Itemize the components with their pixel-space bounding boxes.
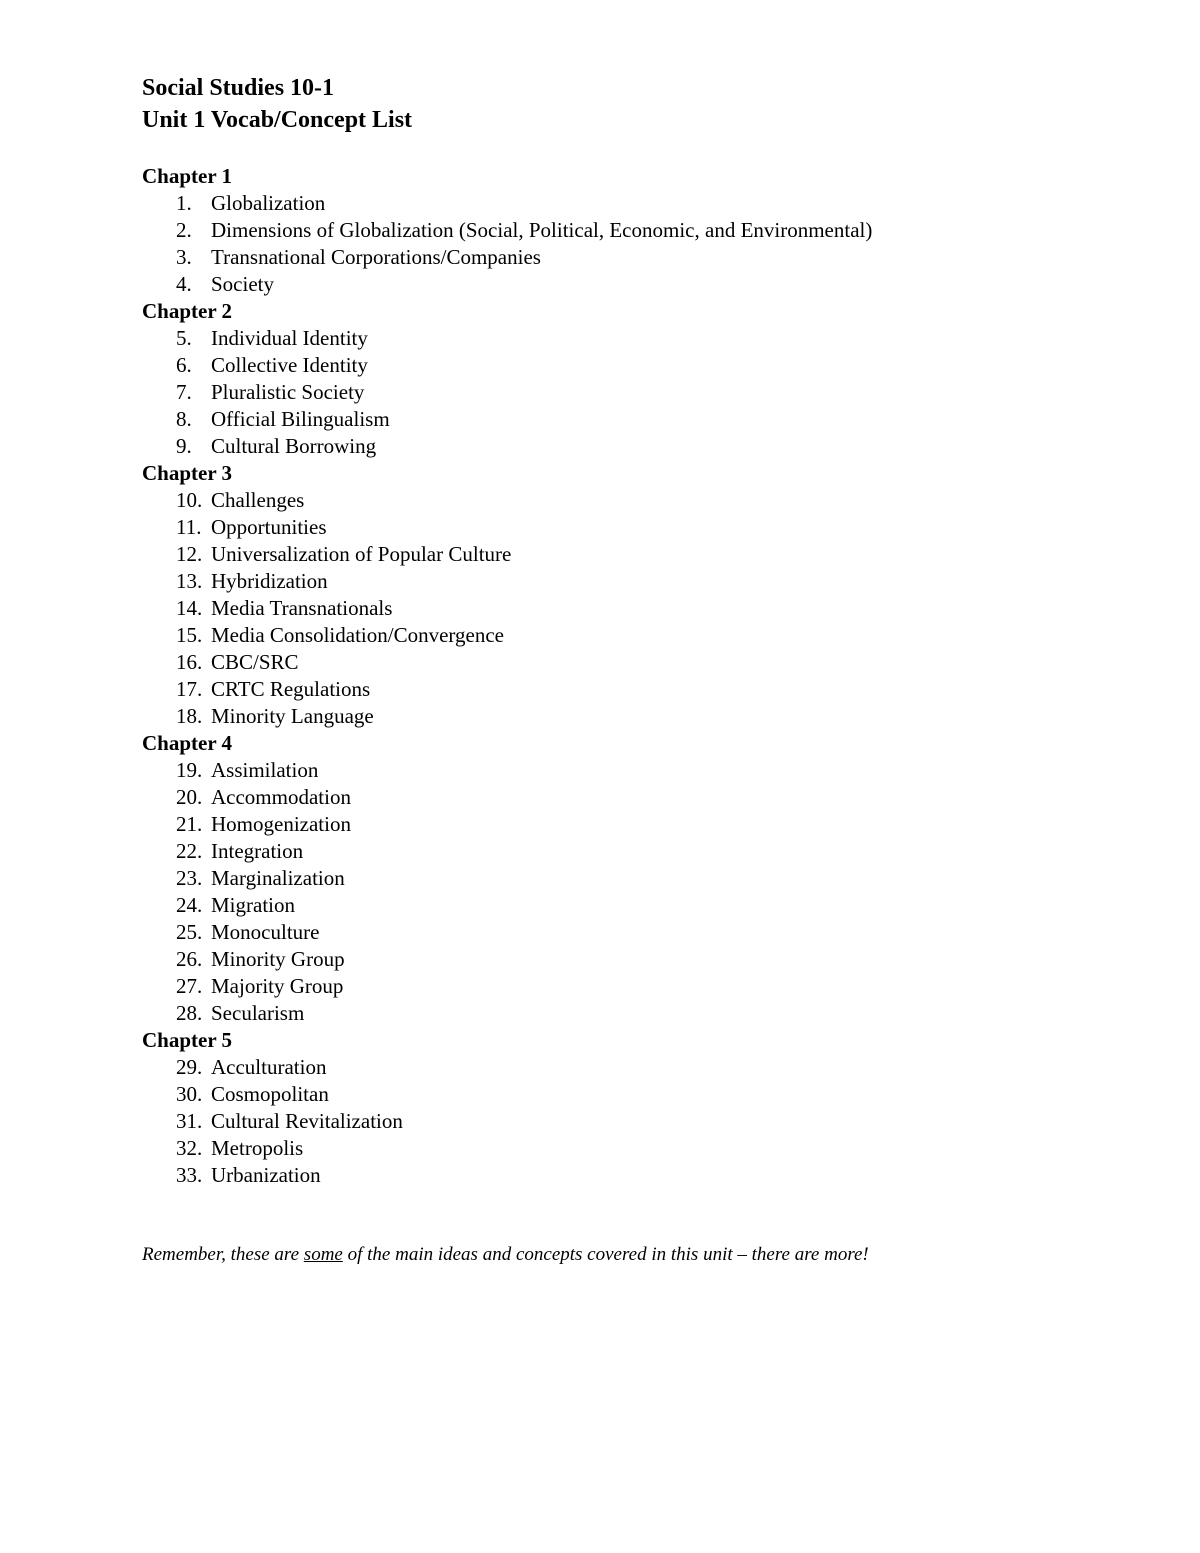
list-item-text: CRTC Regulations [211,677,371,701]
list-item [142,622,1142,649]
footer-note [142,1242,869,1268]
list-item-number: 5. [176,326,192,350]
list-item-number: 22. [176,839,203,863]
list-item [142,892,1142,919]
list-item [142,973,1142,1000]
list-item [142,1054,1142,1081]
list-item-number: 16. [176,650,203,674]
list-item-text: Dimensions of Globalization (Social, Political, Economic, and Environmental) [211,218,873,242]
list-item [142,190,1142,217]
list-item-number: 19. [176,758,203,782]
list-item-text: Challenges [211,488,305,512]
list-item [142,865,1142,892]
list-item-text: Cultural Borrowing [211,434,377,458]
footer-note-start: Remember, these are [142,1244,304,1265]
list-item [142,1000,1142,1027]
list-item [142,244,1142,271]
list-item [142,595,1142,622]
chapter-heading: Chapter 4 [142,731,233,755]
list-item-text: Minority Group [211,947,345,971]
chapter-section [142,1027,1142,1189]
list-item-number: 10. [176,488,203,512]
list-item [142,703,1142,730]
list-item [142,487,1142,514]
list-item-text: Transnational Corporations/Companies [211,245,541,269]
list-item [142,325,1142,352]
list-item [142,271,1142,298]
list-item-text: Individual Identity [211,326,368,350]
list-item-text: Universalization of Popular Culture [211,542,512,566]
chapter-heading: Chapter 1 [142,164,233,188]
list-item-text: Marginalization [211,866,345,890]
chapter-heading: Chapter 2 [142,299,233,323]
list-item-text: Majority Group [211,974,344,998]
chapter-section [142,298,1142,460]
list-item [142,514,1142,541]
list-item-text: Accommodation [211,785,351,809]
list-item [142,406,1142,433]
list-item [142,568,1142,595]
list-item [142,379,1142,406]
list-item-text: CBC/SRC [211,650,299,674]
list-item-text: Assimilation [211,758,319,782]
list-item-number: 17. [176,677,203,701]
list-item-text: Cultural Revitalization [211,1109,403,1133]
list-item [142,1081,1142,1108]
list-item-number: 25. [176,920,203,944]
list-item-number: 9. [176,434,192,458]
list-item-number: 3. [176,245,192,269]
list-item [142,433,1142,460]
chapter-section [142,730,1142,1027]
list-item [142,1108,1142,1135]
chapter-list [142,163,1142,1189]
list-item [142,1162,1142,1189]
list-item [142,352,1142,379]
footer-note-emphasis: some [303,1244,343,1265]
list-item-text: Opportunities [211,515,327,539]
list-item [142,811,1142,838]
list-item-number: 29. [176,1055,203,1079]
list-item-number: 24. [176,893,203,917]
list-item [142,757,1142,784]
list-item-text: Media Consolidation/Convergence [211,623,504,647]
list-item-text: Media Transnationals [211,596,393,620]
course-title: Social Studies 10-1 [142,75,335,101]
list-item [142,838,1142,865]
chapter-section [142,163,1142,298]
list-item-text: Globalization [211,191,326,215]
list-item-number: 26. [176,947,203,971]
chapter-heading: Chapter 5 [142,1028,233,1052]
list-item-text: Acculturation [211,1055,327,1079]
list-item-text: Hybridization [211,569,328,593]
list-item-text: Integration [211,839,304,863]
list-item-number: 7. [176,380,192,404]
list-title: Unit 1 Vocab/Concept List [142,107,413,133]
list-item-number: 27. [176,974,203,998]
list-item-text: Society [211,272,274,296]
list-item-number: 1. [176,191,192,215]
footer-note-end: of the main ideas and concepts covered in this unit – there are more! [342,1244,869,1265]
list-item-number: 20. [176,785,203,809]
list-item-number: 11. [176,515,202,539]
list-item-number: 4. [176,272,192,296]
list-item-number: 2. [176,218,192,242]
list-item [142,919,1142,946]
list-item-number: 32. [176,1136,203,1160]
list-item-text: Urbanization [211,1163,321,1187]
list-item-number: 13. [176,569,203,593]
list-item-text: Cosmopolitan [211,1082,329,1106]
chapter-heading: Chapter 3 [142,461,233,485]
list-item-number: 14. [176,596,203,620]
list-item-number: 8. [176,407,192,431]
list-item-number: 12. [176,542,203,566]
list-item [142,217,1142,244]
list-item-number: 30. [176,1082,203,1106]
list-item-text: Migration [211,893,295,917]
list-item-text: Official Bilingualism [211,407,390,431]
chapter-section [142,460,1142,730]
list-item [142,946,1142,973]
list-item-text: Monoculture [211,920,320,944]
list-item-number: 18. [176,704,203,728]
list-item-text: Pluralistic Society [211,380,365,404]
document-title-block [142,72,412,136]
list-item [142,676,1142,703]
list-item-number: 23. [176,866,203,890]
list-item-text: Homogenization [211,812,351,836]
list-item [142,784,1142,811]
list-item-text: Secularism [211,1001,305,1025]
list-item-number: 31. [176,1109,203,1133]
list-item-number: 33. [176,1163,203,1187]
list-item-number: 15. [176,623,203,647]
list-item-number: 6. [176,353,192,377]
list-item [142,541,1142,568]
list-item [142,649,1142,676]
list-item-text: Metropolis [211,1136,304,1160]
list-item-number: 28. [176,1001,203,1025]
list-item [142,1135,1142,1162]
list-item-number: 21. [176,812,203,836]
list-item-text: Collective Identity [211,353,368,377]
list-item-text: Minority Language [211,704,374,728]
